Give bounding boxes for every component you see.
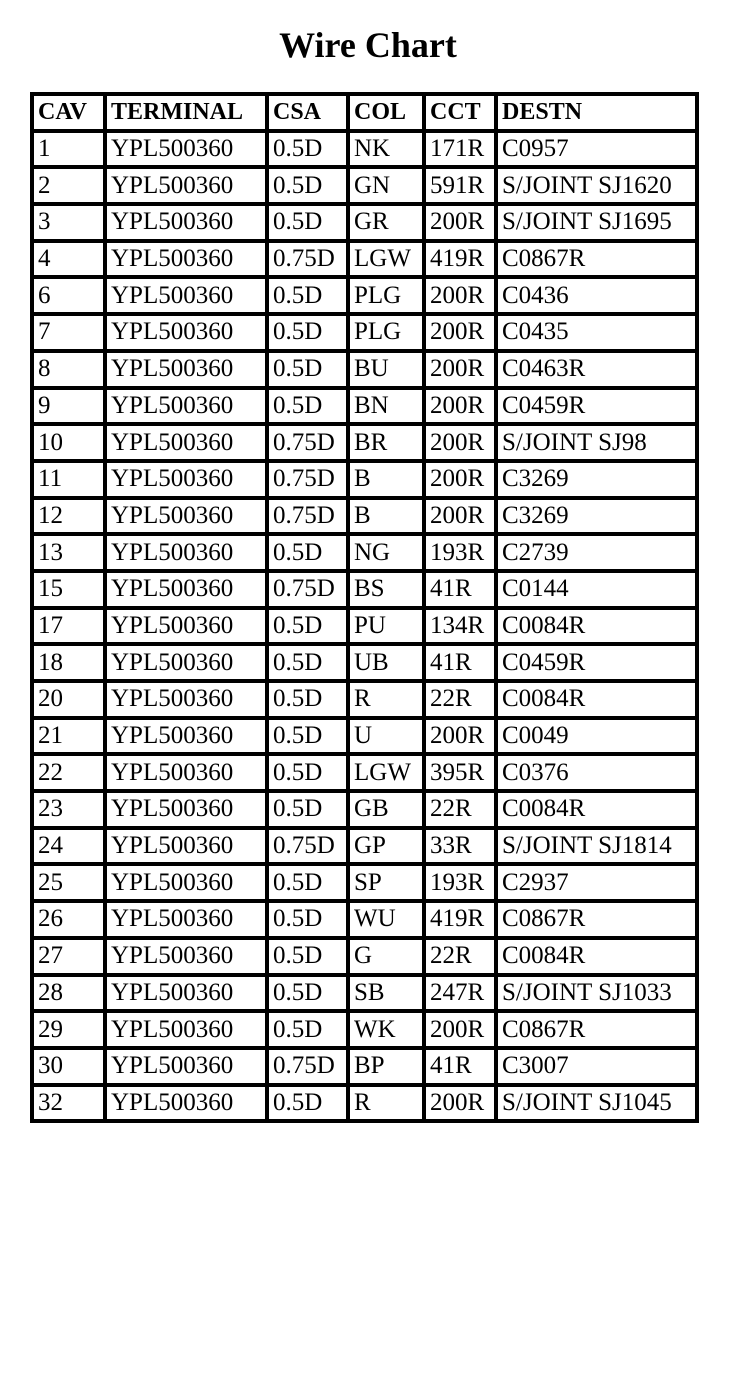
cell-terminal: YPL500360: [105, 498, 267, 535]
cell-col: B: [348, 498, 424, 535]
cell-destn: C0463R: [496, 351, 697, 388]
column-header-col: COL: [348, 94, 424, 131]
cell-cav: 2: [32, 167, 105, 204]
cell-cct: 395R: [424, 754, 496, 791]
cell-col: LGW: [348, 241, 424, 278]
cell-destn: C0459R: [496, 388, 697, 425]
cell-col: UB: [348, 644, 424, 681]
cell-destn: C0376: [496, 754, 697, 791]
cell-cav: 10: [32, 424, 105, 461]
cell-cct: 200R: [424, 314, 496, 351]
cell-destn: C0957: [496, 131, 697, 168]
table-row: [32, 498, 697, 535]
cell-terminal: YPL500360: [105, 351, 267, 388]
table-row: [32, 1048, 697, 1085]
table-row: [32, 1011, 697, 1048]
cell-cav: 17: [32, 608, 105, 645]
column-header-terminal: TERMINAL: [105, 94, 267, 131]
cell-col: BR: [348, 424, 424, 461]
cell-cav: 4: [32, 241, 105, 278]
table-row: [32, 975, 697, 1012]
cell-csa: 0.5D: [267, 754, 348, 791]
cell-cav: 24: [32, 828, 105, 865]
cell-col: WU: [348, 901, 424, 938]
cell-cct: 200R: [424, 277, 496, 314]
cell-cct: 419R: [424, 901, 496, 938]
table-row: [32, 534, 697, 571]
cell-col: PLG: [348, 277, 424, 314]
cell-cav: 20: [32, 681, 105, 718]
cell-terminal: YPL500360: [105, 241, 267, 278]
cell-csa: 0.5D: [267, 975, 348, 1012]
table-row: [32, 388, 697, 425]
cell-cav: 6: [32, 277, 105, 314]
cell-csa: 0.5D: [267, 791, 348, 828]
table-row: [32, 938, 697, 975]
cell-destn: C0459R: [496, 644, 697, 681]
table-row: [32, 608, 697, 645]
cell-terminal: YPL500360: [105, 718, 267, 755]
cell-cct: 22R: [424, 938, 496, 975]
table-row: [32, 461, 697, 498]
cell-destn: C2739: [496, 534, 697, 571]
cell-cav: 7: [32, 314, 105, 351]
cell-destn: C0084R: [496, 608, 697, 645]
cell-destn: S/JOINT SJ1045: [496, 1085, 697, 1122]
cell-csa: 0.75D: [267, 828, 348, 865]
table-row: [32, 167, 697, 204]
cell-destn: C0436: [496, 277, 697, 314]
table-row: [32, 314, 697, 351]
cell-destn: S/JOINT SJ1695: [496, 204, 697, 241]
wire-chart-table: [30, 92, 699, 1123]
cell-terminal: YPL500360: [105, 791, 267, 828]
cell-terminal: YPL500360: [105, 424, 267, 461]
page-title: Wire Chart: [279, 25, 457, 65]
cell-destn: C0144: [496, 571, 697, 608]
cell-terminal: YPL500360: [105, 461, 267, 498]
cell-cav: 9: [32, 388, 105, 425]
cell-cct: 41R: [424, 571, 496, 608]
cell-csa: 0.5D: [267, 864, 348, 901]
cell-terminal: YPL500360: [105, 864, 267, 901]
cell-cct: 41R: [424, 1048, 496, 1085]
cell-col: B: [348, 461, 424, 498]
cell-cct: 193R: [424, 534, 496, 571]
cell-terminal: YPL500360: [105, 534, 267, 571]
table-row: [32, 351, 697, 388]
cell-csa: 0.5D: [267, 351, 348, 388]
cell-destn: C0867R: [496, 901, 697, 938]
cell-terminal: YPL500360: [105, 1011, 267, 1048]
cell-csa: 0.5D: [267, 1011, 348, 1048]
cell-col: LGW: [348, 754, 424, 791]
cell-col: BP: [348, 1048, 424, 1085]
cell-cav: 18: [32, 644, 105, 681]
cell-terminal: YPL500360: [105, 388, 267, 425]
cell-terminal: YPL500360: [105, 644, 267, 681]
cell-destn: C0084R: [496, 681, 697, 718]
cell-destn: C0867R: [496, 241, 697, 278]
cell-cct: 200R: [424, 351, 496, 388]
cell-cct: 200R: [424, 718, 496, 755]
cell-destn: C0084R: [496, 791, 697, 828]
cell-destn: C0867R: [496, 1011, 697, 1048]
cell-terminal: YPL500360: [105, 938, 267, 975]
cell-terminal: YPL500360: [105, 608, 267, 645]
cell-col: WK: [348, 1011, 424, 1048]
cell-terminal: YPL500360: [105, 681, 267, 718]
cell-cav: 22: [32, 754, 105, 791]
cell-csa: 0.5D: [267, 1085, 348, 1122]
table-row: [32, 204, 697, 241]
cell-cav: 13: [32, 534, 105, 571]
column-header-cct: CCT: [424, 94, 496, 131]
cell-csa: 0.5D: [267, 167, 348, 204]
cell-cct: 171R: [424, 131, 496, 168]
cell-cct: 22R: [424, 791, 496, 828]
cell-cav: 26: [32, 901, 105, 938]
cell-col: NK: [348, 131, 424, 168]
column-header-csa: CSA: [267, 94, 348, 131]
table-row: [32, 571, 697, 608]
cell-destn: C2937: [496, 864, 697, 901]
table-header-row: [32, 94, 697, 131]
table-row: [32, 424, 697, 461]
cell-cav: 27: [32, 938, 105, 975]
cell-cav: 25: [32, 864, 105, 901]
cell-destn: C3269: [496, 498, 697, 535]
table-row: [32, 754, 697, 791]
cell-cav: 21: [32, 718, 105, 755]
cell-csa: 0.5D: [267, 644, 348, 681]
cell-csa: 0.5D: [267, 681, 348, 718]
cell-csa: 0.75D: [267, 1048, 348, 1085]
cell-cav: 30: [32, 1048, 105, 1085]
cell-terminal: YPL500360: [105, 204, 267, 241]
cell-cav: 12: [32, 498, 105, 535]
cell-col: GN: [348, 167, 424, 204]
cell-cav: 28: [32, 975, 105, 1012]
cell-cct: 134R: [424, 608, 496, 645]
cell-csa: 0.75D: [267, 571, 348, 608]
cell-cct: 200R: [424, 498, 496, 535]
cell-csa: 0.5D: [267, 388, 348, 425]
cell-destn: C3269: [496, 461, 697, 498]
cell-cct: 247R: [424, 975, 496, 1012]
cell-csa: 0.5D: [267, 901, 348, 938]
cell-cav: 23: [32, 791, 105, 828]
cell-csa: 0.5D: [267, 938, 348, 975]
cell-terminal: YPL500360: [105, 1085, 267, 1122]
cell-col: SB: [348, 975, 424, 1012]
table-row: [32, 644, 697, 681]
cell-destn: C0435: [496, 314, 697, 351]
cell-terminal: YPL500360: [105, 131, 267, 168]
cell-csa: 0.75D: [267, 241, 348, 278]
cell-csa: 0.5D: [267, 314, 348, 351]
cell-csa: 0.5D: [267, 534, 348, 571]
cell-terminal: YPL500360: [105, 901, 267, 938]
cell-col: PLG: [348, 314, 424, 351]
column-header-destn: DESTN: [496, 94, 697, 131]
cell-destn: S/JOINT SJ98: [496, 424, 697, 461]
cell-terminal: YPL500360: [105, 167, 267, 204]
table-row: [32, 681, 697, 718]
cell-col: R: [348, 1085, 424, 1122]
cell-csa: 0.5D: [267, 608, 348, 645]
table-row: [32, 864, 697, 901]
table-row: [32, 828, 697, 865]
cell-col: GR: [348, 204, 424, 241]
cell-terminal: YPL500360: [105, 828, 267, 865]
table-row: [32, 791, 697, 828]
cell-terminal: YPL500360: [105, 314, 267, 351]
cell-cav: 8: [32, 351, 105, 388]
cell-destn: C0084R: [496, 938, 697, 975]
cell-terminal: YPL500360: [105, 277, 267, 314]
cell-csa: 0.5D: [267, 204, 348, 241]
cell-csa: 0.75D: [267, 461, 348, 498]
cell-cav: 15: [32, 571, 105, 608]
cell-destn: S/JOINT SJ1033: [496, 975, 697, 1012]
cell-cct: 22R: [424, 681, 496, 718]
cell-col: BN: [348, 388, 424, 425]
table-row: [32, 1085, 697, 1122]
cell-cct: 419R: [424, 241, 496, 278]
cell-terminal: YPL500360: [105, 975, 267, 1012]
cell-cct: 200R: [424, 1085, 496, 1122]
cell-terminal: YPL500360: [105, 754, 267, 791]
cell-col: R: [348, 681, 424, 718]
cell-destn: C3007: [496, 1048, 697, 1085]
cell-col: NG: [348, 534, 424, 571]
cell-csa: 0.5D: [267, 131, 348, 168]
cell-col: BU: [348, 351, 424, 388]
cell-cav: 11: [32, 461, 105, 498]
cell-cct: 193R: [424, 864, 496, 901]
cell-csa: 0.75D: [267, 424, 348, 461]
cell-col: BS: [348, 571, 424, 608]
cell-cct: 200R: [424, 424, 496, 461]
cell-destn: S/JOINT SJ1814: [496, 828, 697, 865]
table-row: [32, 718, 697, 755]
cell-col: U: [348, 718, 424, 755]
table-row: [32, 277, 697, 314]
cell-cct: 41R: [424, 644, 496, 681]
cell-destn: C0049: [496, 718, 697, 755]
table-row: [32, 901, 697, 938]
cell-col: G: [348, 938, 424, 975]
table-row: [32, 241, 697, 278]
column-header-cav: CAV: [32, 94, 105, 131]
cell-col: GP: [348, 828, 424, 865]
cell-cav: 1: [32, 131, 105, 168]
cell-cct: 200R: [424, 388, 496, 425]
cell-col: GB: [348, 791, 424, 828]
table-row: [32, 131, 697, 168]
cell-cct: 200R: [424, 1011, 496, 1048]
cell-cct: 591R: [424, 167, 496, 204]
cell-terminal: YPL500360: [105, 1048, 267, 1085]
cell-cav: 29: [32, 1011, 105, 1048]
cell-cct: 200R: [424, 461, 496, 498]
cell-csa: 0.75D: [267, 498, 348, 535]
cell-csa: 0.5D: [267, 277, 348, 314]
cell-col: PU: [348, 608, 424, 645]
cell-cct: 200R: [424, 204, 496, 241]
cell-cav: 32: [32, 1085, 105, 1122]
cell-col: SP: [348, 864, 424, 901]
cell-cav: 3: [32, 204, 105, 241]
table-body: [32, 131, 697, 1122]
cell-destn: S/JOINT SJ1620: [496, 167, 697, 204]
cell-terminal: YPL500360: [105, 571, 267, 608]
cell-cct: 33R: [424, 828, 496, 865]
cell-csa: 0.5D: [267, 718, 348, 755]
